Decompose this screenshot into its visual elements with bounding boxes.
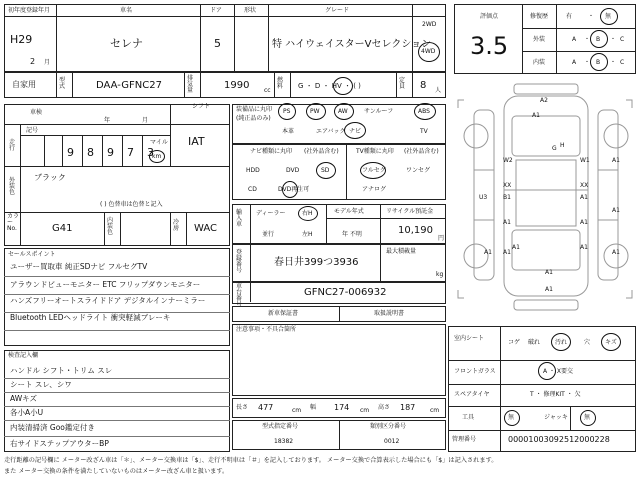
registration-value: 春日井399つ3936 <box>274 257 359 268</box>
diagram-label-3: W2 <box>503 157 513 164</box>
diagram-label-8: A1 <box>484 249 492 256</box>
mgmt-value: 00001003092512000228 <box>508 435 610 444</box>
tv-oneseg: ワンセグ <box>406 167 431 174</box>
seat-label: 室内シート <box>454 335 485 342</box>
type-number-value: 18382 <box>274 438 294 445</box>
interior-color-label: 内装色 <box>107 217 114 236</box>
mileage-digit-2: 8 <box>87 146 94 159</box>
sales-points-label: セールスポイント <box>8 251 56 258</box>
repair-opt-dot: ・ <box>588 13 595 20</box>
int-grade-a: A <box>572 59 577 66</box>
inspector-line-2: シート スレ、シワ <box>10 380 72 389</box>
height-label: 高さ <box>378 404 391 411</box>
displacement-label: 排気量 <box>187 75 194 94</box>
int-grade-dot2: ・ <box>610 59 617 66</box>
nav-cd: CD <box>248 186 257 193</box>
equip-ps: PS <box>283 108 291 115</box>
nav-dvd: DVD <box>286 167 300 174</box>
mileage-sub-label: 記号 <box>26 127 39 134</box>
spare-options: T ・ 修理KIT ・ 欠 <box>530 391 581 398</box>
equipment-sub: (純正品のみ) <box>236 115 271 122</box>
equip-sunroof: サンルーフ <box>364 108 394 115</box>
tools-label: 工具 <box>462 414 475 421</box>
first-reg-year: H29 <box>10 33 33 46</box>
mile-unit: マイル <box>150 139 168 146</box>
recycle-label: リサイクル預託金 <box>386 208 434 215</box>
shift-value: IAT <box>188 135 205 148</box>
diagram-label-2: A1 <box>532 112 540 119</box>
equip-nav: ナビ <box>349 128 362 135</box>
interior-grade-label: 内装 <box>533 59 546 66</box>
equip-aw: AW <box>338 108 348 115</box>
fuel-options: G ・ D ・ HV ・ ( ) <box>298 82 361 90</box>
capacity-label: 定員 <box>399 77 406 90</box>
diagram-label-17: A1 <box>580 194 588 201</box>
footer-line-2: また メーター交換の条件を満たしていないものはメーター改ざん車と扱います。 <box>4 468 229 475</box>
2wd-option: 2WD <box>422 21 437 28</box>
length-value: 477 <box>258 403 274 412</box>
inspector-line-1: ハンドル シフト・トリム スレ <box>10 366 113 375</box>
int-grade-c: C <box>620 59 625 66</box>
diagram-label-7: U3 <box>479 194 488 201</box>
diagram-label-22: G <box>552 145 557 152</box>
equip-tv: TV <box>420 128 428 135</box>
chassis-label: 車台番号 <box>236 283 243 308</box>
inspection-month: 月 <box>142 117 149 124</box>
manual-label: 取扱説明書 <box>374 310 405 317</box>
tv-type-sub: (社外品含む) <box>404 148 439 155</box>
mileage-digit-3: 9 <box>107 146 114 159</box>
width-unit: cm <box>360 407 370 414</box>
diagram-label-19: A1 <box>512 244 520 251</box>
width-label: 幅 <box>310 404 317 411</box>
doors-label: ドア <box>210 7 222 14</box>
tv-analog: アナログ <box>362 186 387 193</box>
first-reg-month: 2 <box>30 57 36 66</box>
mileage-digit-1: 9 <box>67 146 74 159</box>
capacity-value: 8 <box>420 80 427 91</box>
score-value: 3.5 <box>470 32 509 60</box>
sales-line-1: ユーザー買取車 純正SDナビ フルセグTV <box>10 262 148 271</box>
ext-grade-a: A <box>572 36 577 43</box>
diagram-label-13: A1 <box>612 207 620 214</box>
tools-value: 無 <box>508 414 515 421</box>
length-unit: cm <box>292 407 302 414</box>
height-value: 187 <box>400 403 416 412</box>
caution-box <box>232 324 446 396</box>
4wd-option: 4WD <box>421 48 436 55</box>
import-label: 輸入車 <box>236 209 243 228</box>
doors-value: 5 <box>214 37 221 50</box>
diagram-label-9: A1 <box>503 249 511 256</box>
jack-value: 無 <box>584 414 591 421</box>
equip-leather: 本革 <box>282 128 295 135</box>
diagram-label-5: B1 <box>503 194 511 201</box>
inspector-line-6: 右サイドステップアウターBP <box>10 439 109 448</box>
mileage-digit-5: 3 <box>147 146 154 159</box>
month-unit: 月 <box>44 59 51 66</box>
new-car-warranty: 新車保証書 <box>268 310 299 317</box>
mileage-digit-4: 7 <box>127 146 134 159</box>
repair-opt-none: 無 <box>605 13 612 20</box>
mgmt-label: 管理番号 <box>452 436 477 443</box>
recycle-unit: 円 <box>438 235 445 242</box>
inspector-notes-label: 検査記入欄 <box>8 352 39 359</box>
width-value: 174 <box>334 403 350 412</box>
cc-unit: cc <box>264 87 271 94</box>
equip-pw: PW <box>310 108 320 115</box>
diagram-label-15: W1 <box>580 157 590 164</box>
seat-opt-dirt: 汚れ <box>555 339 568 346</box>
inspector-line-3: AWキズ <box>10 394 37 403</box>
diagram-label-20: A1 <box>612 157 620 164</box>
repair-opt-yes: 有 <box>566 13 573 20</box>
recycle-value: 10,190 <box>398 225 433 236</box>
fuel-label: 燃料 <box>277 77 284 90</box>
nav-type-title: ナビ種類に丸印 <box>250 148 293 155</box>
ac-value: WAC <box>194 223 217 234</box>
km-unit: km <box>152 153 162 160</box>
displacement-value: 1990 <box>224 80 250 91</box>
car-name-label: 車名 <box>120 7 133 14</box>
ext-grade-b: B <box>596 36 601 43</box>
inspection-year: 年 <box>104 117 111 124</box>
footer-line-1: 走行距離の記号欄に メーター改ざん車は「＊」、メーター交換車は「$」、走行不明車は「＃」を記入しております。 メーター交換で合算表示した場合にも「$」は記入されます。 <box>4 457 498 464</box>
import-parallel: 並行 <box>262 231 275 238</box>
repair-label: 修復歴 <box>530 13 549 20</box>
diagram-label-6: A1 <box>503 219 511 226</box>
model-year-value: 年 不明 <box>342 231 362 238</box>
spare-label: スペアタイヤ <box>454 391 490 398</box>
class-number-value: 0012 <box>384 438 400 445</box>
equip-abs: ABS <box>418 108 430 115</box>
glass-options: A ・ X要交 <box>543 368 574 375</box>
hv-circle <box>333 77 353 95</box>
diagram-label-14: A1 <box>580 219 588 226</box>
exterior-value: ブラック <box>34 173 66 182</box>
use-value: 自家用 <box>12 80 36 89</box>
ext-grade-c: C <box>620 36 625 43</box>
height-unit: cm <box>430 407 440 414</box>
nav-dvd-play: DVD再生可 <box>278 186 310 193</box>
nav-type-sub: (社外品含む) <box>304 148 339 155</box>
color-code-value: G41 <box>52 223 73 234</box>
mileage-label: 走行 <box>9 139 16 152</box>
tv-type-title: TV種類に丸印 <box>356 148 394 155</box>
int-grade-b: B <box>596 59 601 66</box>
registration-label: 登録番号 <box>236 249 243 274</box>
capacity-unit: 人 <box>435 87 442 94</box>
seat-opt-hole: 穴 <box>584 339 591 346</box>
max-load-label: 最大積載量 <box>386 248 417 255</box>
max-load-unit: kg <box>436 271 444 278</box>
diagram-label-16: XX <box>580 182 589 189</box>
ext-grade-dot1: ・ <box>584 36 591 43</box>
equipment-title: 装備品に丸印 <box>236 106 273 113</box>
first-reg-label: 初年度登録年月 <box>8 7 51 14</box>
grade-value: 特 ハイウェイスターVセレクション <box>272 39 432 50</box>
model-label: 型式 <box>59 77 66 90</box>
int-grade-dot1: ・ <box>584 59 591 66</box>
shape-label: 形状 <box>244 7 257 14</box>
chassis-value: GFNC27-006932 <box>304 287 387 298</box>
diagram-label-10: A1 <box>545 269 553 276</box>
model-value: DAA-GFNC27 <box>96 80 162 91</box>
inspection-label: 車検 <box>30 109 43 116</box>
seat-opt-burn: コゲ <box>508 339 521 346</box>
import-handle-left: 左H <box>302 231 313 238</box>
diagram-label-18: A1 <box>580 244 588 251</box>
import-dealer: ディーラー <box>256 210 286 217</box>
model-year-label: モデル年式 <box>334 208 364 215</box>
length-label: 長さ <box>236 404 249 411</box>
diagram-label-12: A1 <box>612 249 620 256</box>
sales-line-4: Bluetooth LEDヘッドライト 衝突軽減ブレーキ <box>10 313 171 322</box>
sales-line-2: アラウンドビューモニター ETC フリップダウンモニター <box>10 280 201 289</box>
exterior-label: 外装色 <box>9 177 16 196</box>
exterior-note: ( ) 色替車は色替と記入 <box>100 201 163 208</box>
exterior-grade-label: 外装 <box>533 36 546 43</box>
tv-fullseg: フルセグ <box>362 167 386 174</box>
caution-label: 注意事項・不具合箇所 <box>236 326 297 333</box>
shift-label: シフト <box>192 103 211 110</box>
ac-label: 冷房 <box>173 219 180 232</box>
grade-label: グレード <box>325 7 350 14</box>
glass-label: フロントガラス <box>454 368 496 375</box>
diagram-label-21: H <box>560 142 565 149</box>
seat-opt-scratch: キズ <box>605 339 617 346</box>
header-box <box>4 4 446 72</box>
color-code-label: カラー No. <box>7 213 20 232</box>
type-number-label: 型式指定番号 <box>262 423 299 430</box>
diagram-label-11: A1 <box>545 286 553 293</box>
diagram-label-4: XX <box>503 182 512 189</box>
equip-airbag: エアバッグ <box>316 128 346 135</box>
ext-grade-dot2: ・ <box>610 36 617 43</box>
diagram-label-1: A2 <box>540 97 548 104</box>
jack-label: ジャッキ <box>544 414 568 421</box>
inspector-line-4: 各小A小U <box>10 408 44 417</box>
import-handle: 右H <box>302 210 313 217</box>
nav-hdd: HDD <box>246 167 260 174</box>
nav-sd: SD <box>321 167 330 174</box>
sales-line-3: ハンズフリーオートスライドドア デジタルインナーミラー <box>10 296 206 305</box>
class-number-label: 類別区分番号 <box>370 423 407 430</box>
car-name: セレナ <box>110 37 143 50</box>
seat-opt-tear: 破れ <box>528 339 541 346</box>
score-label: 評価点 <box>480 13 499 20</box>
inspector-line-5: 内装清掃済 Goo鑑定付き <box>10 423 95 432</box>
